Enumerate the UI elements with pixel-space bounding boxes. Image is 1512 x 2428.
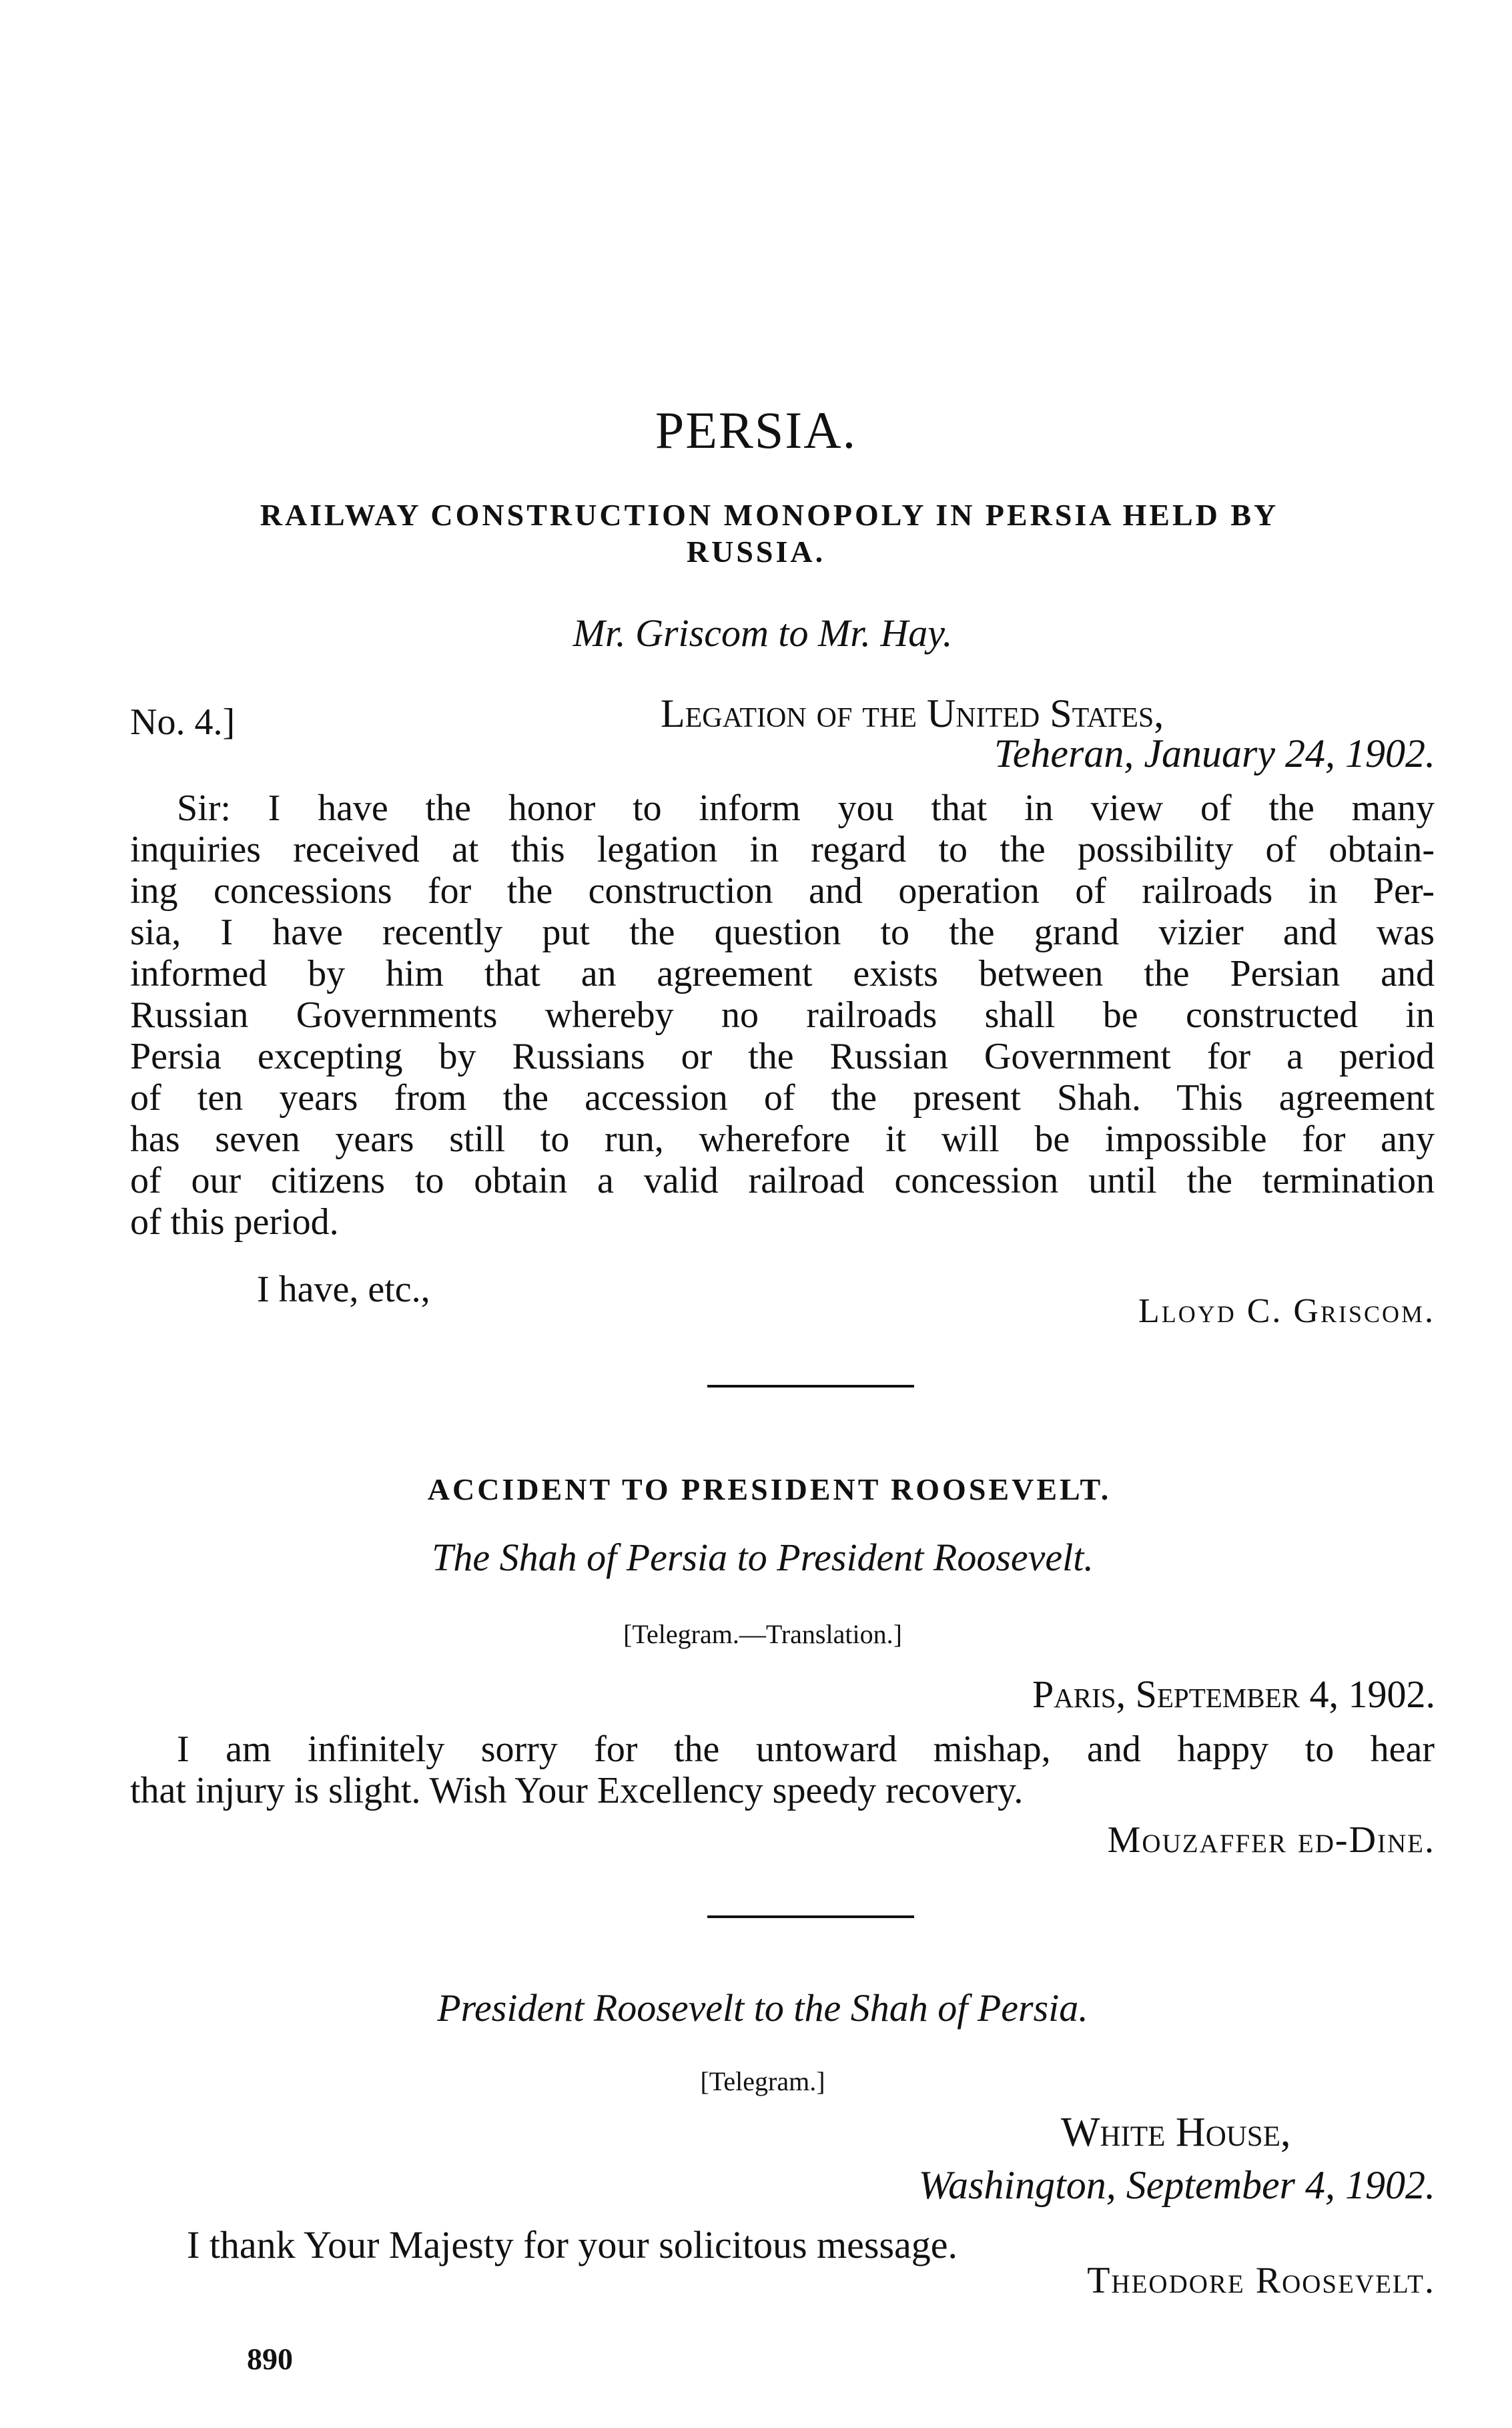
- correspondents-shah-roosevelt: The Shah of Persia to President Roosevelt.: [432, 1536, 1094, 1579]
- body-line: of ten years from the accession of the present Shah. This agreement: [130, 1077, 1435, 1119]
- telegram-body-roosevelt: I thank Your Majesty for your solicitous message.: [187, 2223, 958, 2266]
- body-line: ing concessions for the construction and operation of railroads in Per-: [130, 870, 1435, 912]
- closing: I have, etc.,: [257, 1269, 430, 1310]
- page-title: PERSIA.: [655, 401, 857, 459]
- body-line: that injury is slight. Wish Your Excellency speedy recovery.: [130, 1770, 1024, 1811]
- correspondents-griscom-hay: Mr. Griscom to Mr. Hay.: [573, 611, 953, 655]
- place-date-paris: [1032, 1672, 1435, 1717]
- page-number: 890: [247, 2342, 293, 2376]
- divider: [707, 1385, 914, 1388]
- document-number: No. 4.]: [130, 701, 236, 743]
- body-line: Persia excepting by Russians or the Russian Government for a period: [130, 1036, 1435, 1077]
- correspondents-roosevelt-shah: President Roosevelt to the Shah of Persia.: [437, 1986, 1088, 2030]
- telegram-note: [Telegram.]: [700, 2066, 825, 2096]
- place-date-text: Paris, September 4, 1902.: [1032, 1673, 1435, 1716]
- divider: [707, 1915, 914, 1918]
- body-line: of this period.: [130, 1201, 339, 1243]
- body-line: has seven years still to run, wherefore it will be impossible for any: [130, 1119, 1435, 1160]
- signature-roosevelt: Theodore Roosevelt.: [1087, 2260, 1435, 2301]
- telegram-translation-note: [Telegram.—Translation.]: [623, 1619, 902, 1649]
- body-line: Russian Governments whereby no railroads shall be constructed in: [130, 994, 1435, 1036]
- letter-body: [130, 788, 1435, 1243]
- section-heading-railway-line2: RUSSIA.: [686, 535, 826, 569]
- body-line: Sir: I have the honor to inform you that in view of the many: [177, 788, 1435, 829]
- telegram-body-shah: [130, 1729, 1435, 1811]
- sender-office: Legation of the United States,: [661, 691, 1164, 735]
- place-date-washington: Washington, September 4, 1902.: [918, 2163, 1435, 2207]
- section-heading-accident: ACCIDENT TO PRESIDENT ROOSEVELT.: [427, 1472, 1112, 1506]
- place-date-teheran: Teheran, January 24, 1902.: [994, 731, 1435, 776]
- signature-griscom: Lloyd C. Griscom.: [1138, 1292, 1435, 1330]
- body-line: informed by him that an agreement exists between the Persian and: [130, 953, 1435, 994]
- sender-office-white-house: White House,: [1061, 2110, 1291, 2155]
- section-heading-railway-line1: RAILWAY CONSTRUCTION MONOPOLY IN PERSIA HELD BY: [260, 498, 1279, 532]
- body-line: inquiries received at this legation in regard to the possibility of obtain-: [130, 829, 1435, 870]
- body-line: I am infinitely sorry for the untoward mishap, and happy to hear: [177, 1729, 1435, 1770]
- signature-shah: Mouzaffer ed-Dine.: [1107, 1819, 1435, 1861]
- body-line: of our citizens to obtain a valid railroad concession until the termination: [130, 1160, 1435, 1201]
- body-line: sia, I have recently put the question to the grand vizier and was: [130, 912, 1435, 953]
